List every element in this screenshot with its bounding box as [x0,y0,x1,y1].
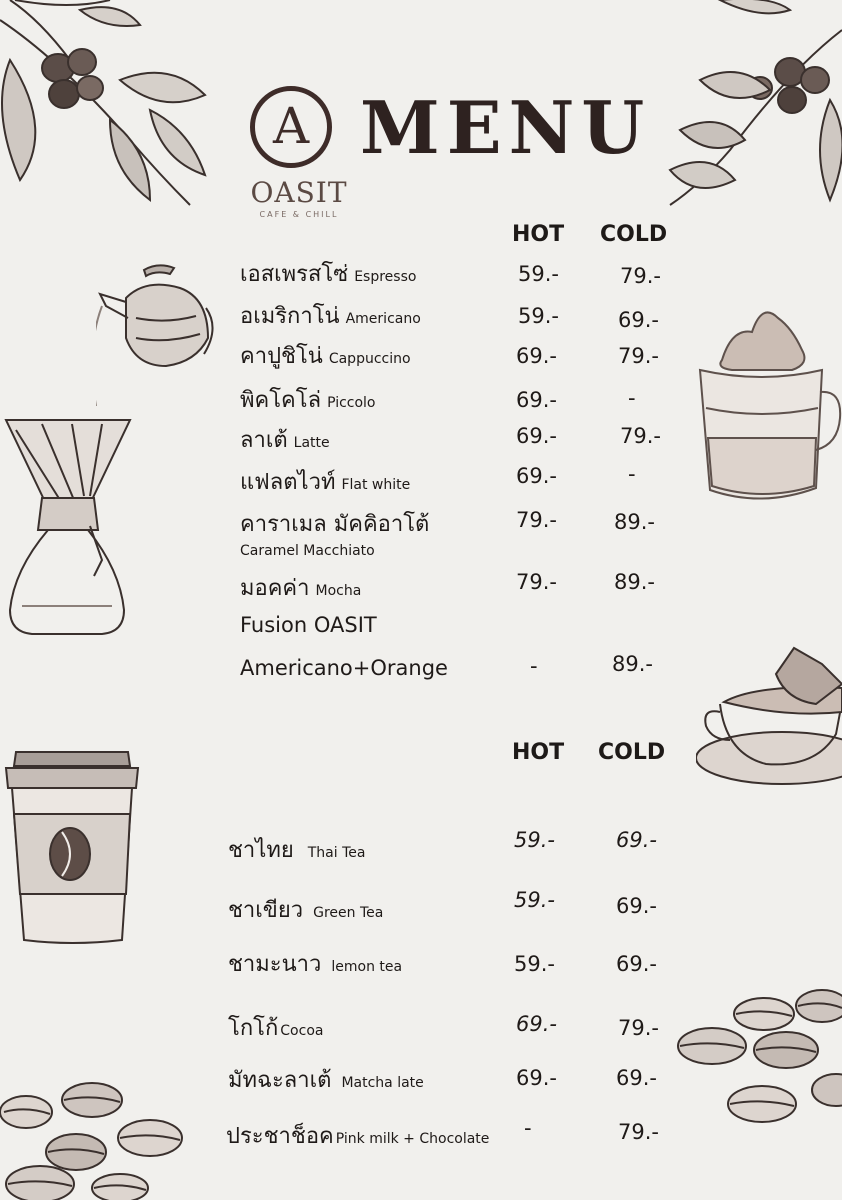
item-english-name: Piccolo [327,395,376,411]
menu-item [240,570,361,605]
item-thai-name: มอคค่า [240,576,310,601]
menu-item [240,613,377,637]
item-thai-name: พิคโคโล่ [240,388,322,413]
cold-column-header: COLD [598,740,666,765]
item-english-name: Matcha late [341,1075,424,1091]
item-thai-name: ชามะนาว [228,952,322,977]
hot-price: 79.- [516,570,557,594]
logo-name: OASIT [250,176,348,209]
coffee-beans-icon [0,1060,190,1200]
menu-item [228,946,402,981]
item-thai-name: ลาเต้ [240,428,288,453]
chemex-icon [2,400,132,638]
menu-item [226,1118,489,1153]
item-thai-name: ประชาช็อค [226,1124,334,1149]
cold-price: 79.- [618,1120,659,1144]
item-thai-name: เอสเพรสโซ่ [240,262,349,287]
menu-item [240,506,429,559]
menu-item [228,1062,424,1097]
cold-price: 69.- [616,828,657,852]
item-english-name: Green Tea [313,905,384,921]
cold-price: 89.- [614,570,655,594]
menu-item [240,256,416,291]
coffee-beans-icon [674,986,842,1132]
hot-price: 69.- [516,388,557,412]
oasit-logo [246,82,346,227]
menu-item [240,298,421,333]
cold-price: - [628,462,636,486]
menu-item [228,1010,323,1045]
item-english-name: Mocha [315,583,362,599]
cold-price: 89.- [614,510,655,534]
cold-price: 89.- [612,652,653,676]
item-english-name: Latte [293,435,330,451]
coffee-branch-icon [640,0,842,215]
hot-price: 69.- [516,1012,557,1036]
latte-glass-icon [692,298,842,510]
hot-price: - [530,654,538,678]
hot-price: 69.- [516,464,557,488]
hot-price: 69.- [516,424,557,448]
menu-item [240,382,376,417]
item-english-name: Caramel Macchiato [240,543,375,559]
menu-item [240,338,411,373]
item-name-line2: Americano+Orange [240,656,448,680]
item-english-name: Thai Tea [307,845,366,861]
menu-item [240,464,410,499]
item-thai-name: ชาไทย [228,838,294,863]
cold-price: 79.- [618,1016,659,1040]
hot-price: 59.- [518,262,559,286]
item-thai-name: แฟลตไวท์ [240,470,336,495]
cold-column-header: COLD [600,222,668,247]
menu-item [240,422,330,457]
hot-column-header: HOT [512,740,565,765]
takeaway-cup-icon [2,744,142,944]
cold-price: 69.- [616,952,657,976]
item-name-line1: Fusion OASIT [240,613,377,637]
menu-item [228,832,365,867]
item-english-name: Cocoa [280,1023,324,1039]
hot-price: 69.- [516,344,557,368]
logo-letter: A [272,97,310,155]
item-thai-name: มัทฉะลาเต้ [228,1068,332,1093]
hot-price: 59.- [514,888,555,912]
item-english-name: Americano [345,311,421,327]
hot-column-header: HOT [512,222,565,247]
item-thai-name: อเมริกาโน่ [240,304,340,329]
cold-price: 69.- [616,894,657,918]
item-english-name: Flat white [341,477,411,493]
item-thai-name: ชาเขียว [228,898,304,923]
item-english-name: lemon tea [331,959,403,975]
coffee-branch-icon [0,0,215,215]
item-thai-name: คาราเมล มัคคิอาโต้ [240,512,430,537]
page-title: MENU [360,85,652,170]
hot-price: 59.- [518,304,559,328]
hot-price: 79.- [516,508,557,532]
cold-price: - [628,386,636,410]
item-thai-name: คาปูชิโน่ [240,344,323,369]
cold-price: 69.- [616,1066,657,1090]
hot-price: 69.- [516,1066,557,1090]
hot-price: 59.- [514,952,555,976]
cappuccino-cup-icon [696,644,842,792]
hot-price: 59.- [514,828,555,852]
pour-over-kettle-icon [96,258,220,408]
menu-item [240,656,448,680]
logo-tagline: CAFE & CHILL [259,210,339,219]
menu-item [228,892,383,927]
item-english-name: Cappuccino [328,351,411,367]
item-thai-name: โกโก้ [228,1016,279,1041]
item-english-name: Espresso [354,269,417,285]
hot-price: - [524,1116,532,1140]
cold-price: 69.- [618,308,659,332]
item-english-name: Pink milk + Chocolate [335,1131,490,1147]
cold-price: 79.- [620,264,661,288]
cold-price: 79.- [620,424,661,448]
cold-price: 79.- [618,344,659,368]
